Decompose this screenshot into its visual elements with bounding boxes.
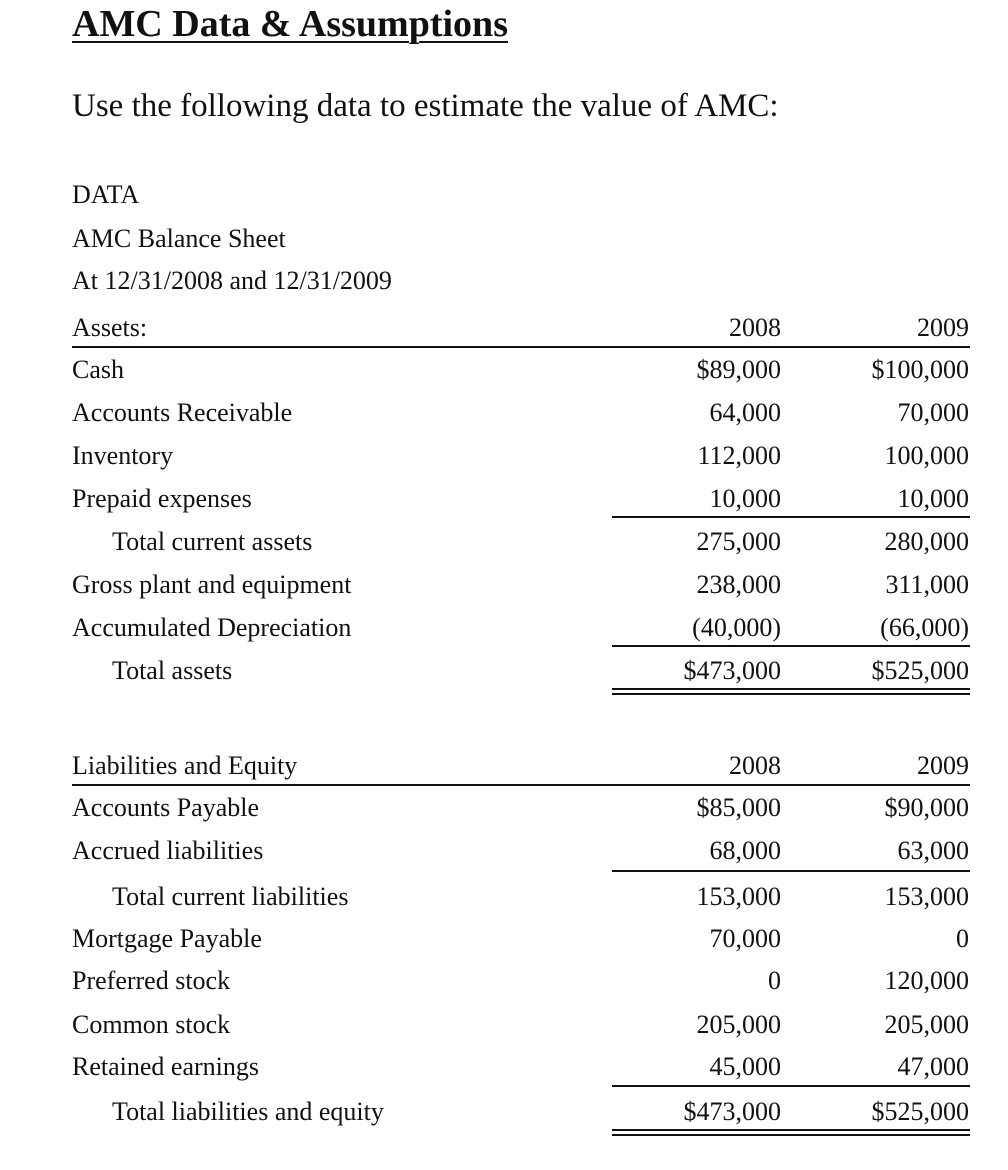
table-row: [0, 1004, 1008, 1046]
table-row: [0, 349, 1008, 391]
value-2008: 238,000: [696, 570, 781, 599]
value-2009: 10,000: [897, 484, 969, 513]
assets-header-rule: [72, 346, 970, 348]
table-row: [0, 650, 1008, 692]
value-2008: 64,000: [709, 398, 781, 427]
value-2009: (66,000): [880, 613, 969, 642]
table-row: [0, 830, 1008, 872]
balance-sheet-title: AMC Balance Sheet: [72, 224, 286, 253]
value-2008: 275,000: [696, 527, 781, 556]
table-row: [0, 564, 1008, 606]
value-2009: 280,000: [884, 527, 969, 556]
value-2009: 205,000: [884, 1010, 969, 1039]
value-2009: 311,000: [885, 570, 969, 599]
row-label: Mortgage Payable: [72, 924, 262, 953]
assets-header-row: [0, 305, 1008, 347]
assets-header-label: Assets:: [72, 313, 148, 342]
liabilities-header-row: [0, 743, 1008, 785]
value-2008: 10,000: [709, 484, 781, 513]
value-2008: $85,000: [696, 793, 781, 822]
value-2009: 0: [956, 924, 969, 953]
value-2009: 153,000: [884, 882, 969, 911]
row-label: Retained earnings: [72, 1052, 259, 1081]
value-2009: 63,000: [897, 836, 969, 865]
value-2009: 47,000: [897, 1052, 969, 1081]
row-label: Inventory: [72, 441, 174, 470]
row-label: Common stock: [72, 1010, 231, 1039]
table-row: [0, 960, 1008, 1002]
table-row: [0, 478, 1008, 520]
table-row: [0, 392, 1008, 434]
balance-sheet-date: At 12/31/2008 and 12/31/2009: [72, 266, 392, 295]
value-2009: $90,000: [884, 793, 969, 822]
table-row: [0, 607, 1008, 649]
value-2008: (40,000): [692, 613, 781, 642]
total-double-rule: [612, 688, 970, 695]
value-2008: 112,000: [697, 441, 781, 470]
value-2008: 0: [768, 966, 781, 995]
value-2008: $473,000: [683, 656, 781, 685]
row-label: Cash: [72, 355, 124, 384]
table-row: [0, 787, 1008, 829]
row-label: Accumulated Depreciation: [72, 613, 352, 642]
value-2008: 205,000: [696, 1010, 781, 1039]
subtotal-rule: [612, 870, 970, 872]
row-label: Total liabilities and equity: [112, 1097, 384, 1126]
value-2008: 45,000: [709, 1052, 781, 1081]
row-label: Gross plant and equipment: [72, 570, 352, 599]
table-row: [0, 1091, 1008, 1133]
value-2009: $525,000: [871, 1097, 969, 1126]
table-row: [0, 435, 1008, 477]
liabilities-header-2009: 2009: [917, 751, 969, 780]
value-2008: 68,000: [709, 836, 781, 865]
value-2009: $525,000: [871, 656, 969, 685]
assets-header-2008: 2008: [729, 313, 781, 342]
intro-text: Use the following data to estimate the value of AMC:: [72, 88, 779, 124]
value-2009: 70,000: [897, 398, 969, 427]
value-2008: 153,000: [696, 882, 781, 911]
subtotal-rule: [612, 645, 970, 647]
row-label: Accrued liabilities: [72, 836, 264, 865]
liabilities-header-label: Liabilities and Equity: [72, 751, 298, 780]
subtotal-rule: [612, 1085, 970, 1087]
liabilities-header-2008: 2008: [729, 751, 781, 780]
row-label: Accounts Receivable: [72, 398, 293, 427]
assets-header-2009: 2009: [917, 313, 969, 342]
row-label: Total assets: [112, 656, 233, 685]
row-label: Prepaid expenses: [72, 484, 252, 513]
page-title: AMC Data & Assumptions: [72, 3, 508, 45]
data-label: DATA: [72, 180, 140, 209]
row-label: Total current assets: [112, 527, 313, 556]
value-2009: $100,000: [871, 355, 969, 384]
table-row: [0, 918, 1008, 960]
table-row: [0, 876, 1008, 918]
row-label: Preferred stock: [72, 966, 231, 995]
value-2008: $473,000: [683, 1097, 781, 1126]
row-label: Total current liabilities: [112, 882, 349, 911]
total-double-rule: [612, 1129, 970, 1136]
value-2009: 120,000: [884, 966, 969, 995]
table-row: [0, 521, 1008, 563]
value-2009: 100,000: [884, 441, 969, 470]
value-2008: $89,000: [696, 355, 781, 384]
row-label: Accounts Payable: [72, 793, 260, 822]
table-row: [0, 1046, 1008, 1088]
liabilities-header-rule: [72, 784, 970, 786]
subtotal-rule: [612, 516, 970, 518]
value-2008: 70,000: [709, 924, 781, 953]
